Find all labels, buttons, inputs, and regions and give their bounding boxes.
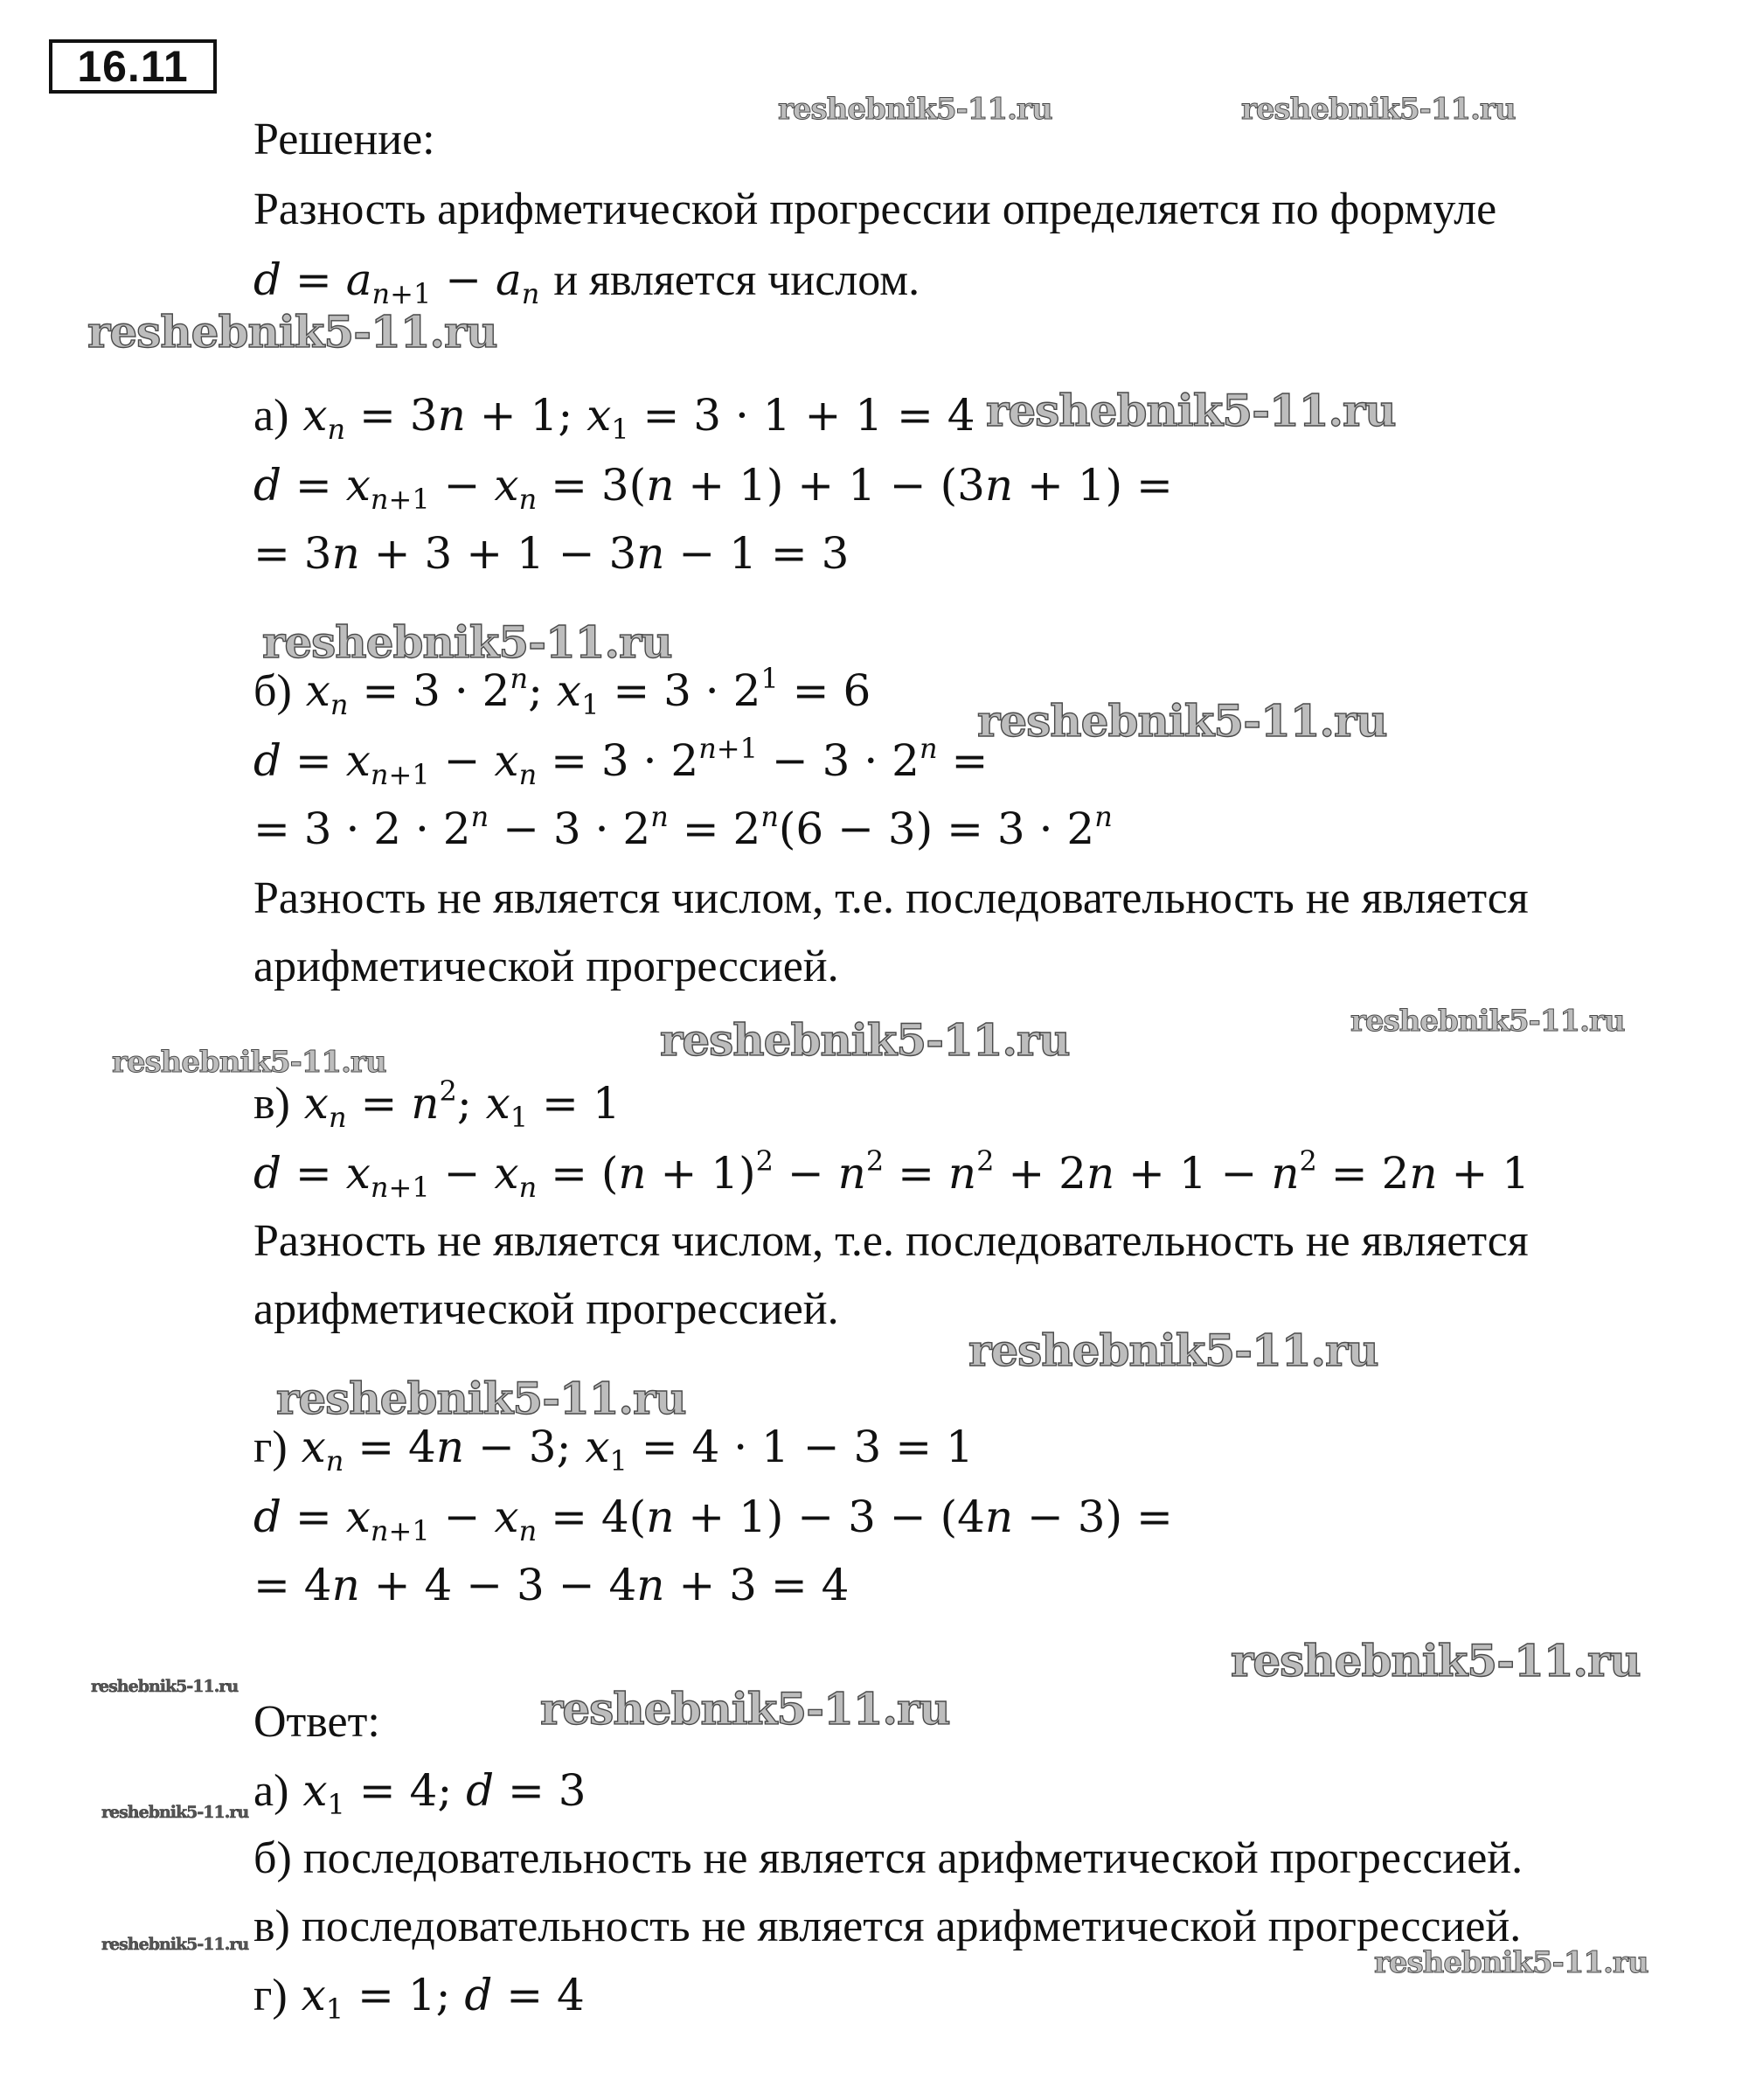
- part-label: в): [253, 1079, 290, 1129]
- watermark: reshebnik5-11.ru: [112, 1045, 386, 1080]
- answer-label: а): [253, 1766, 289, 1816]
- part-v-line2: $d = x_{n+1} - x_n = (n + 1)^2 - n^2 = n^2 + 2n + 1 - n^2 = 2n + 1$: [253, 1144, 1530, 1205]
- answer-b: б) последовательность не является арифметической прогрессией.: [253, 1833, 1523, 1883]
- watermark: reshebnik5-11.ru: [101, 1803, 249, 1822]
- formula-line: $d = a_{n+1} - a_n$ и является числом.: [253, 254, 920, 311]
- part-label: а): [253, 391, 289, 441]
- solution-heading: Решение:: [253, 115, 435, 164]
- watermark: reshebnik5-11.ru: [540, 1683, 950, 1735]
- answer-a: а) $x_1 = 4$; d = 3: [253, 1765, 586, 1822]
- answer-label: г): [253, 1971, 288, 2020]
- intro-text-2: и является числом.: [553, 255, 920, 305]
- watermark: reshebnik5-11.ru: [986, 385, 1396, 436]
- part-a-line3: = 3n + 3 + 1 − 3n − 1 = 3: [253, 528, 850, 579]
- part-v-line1: в) $x_n = n^2$; $x_1 = 1$: [253, 1074, 621, 1135]
- part-b-line2: $d = x_{n+1} - x_n = 3 \cdot 2^{n+1} - 3 \cdot 2^n$ =: [253, 732, 989, 792]
- problem-number: 16.11: [49, 39, 217, 94]
- watermark: reshebnik5-11.ru: [87, 306, 497, 358]
- part-g-line1: г) $x_n = 4n - 3$; $x_1 = 4 \cdot 1 - 3 = 1$: [253, 1422, 974, 1478]
- answer-heading: Ответ:: [253, 1697, 380, 1747]
- watermark: reshebnik5-11.ru: [977, 695, 1387, 747]
- watermark: reshebnik5-11.ru: [262, 616, 672, 668]
- watermark: reshebnik5-11.ru: [660, 1014, 1070, 1066]
- part-label: б): [253, 666, 292, 716]
- part-v-conclusion-1: Разность не является числом, т.е. последовательность не является: [253, 1216, 1529, 1266]
- part-b-conclusion-1: Разность не является числом, т.е. последовательность не является: [253, 873, 1529, 923]
- part-b-line3: = $3 \cdot 2 \cdot 2^n - 3 \cdot 2^n = 2^n(6 - 3) = 3 \cdot 2^n$: [253, 800, 1113, 854]
- part-b-line1: б) $x_n = 3 \cdot 2^n$; $x_1 = 3 \cdot 2^1 = 6$: [253, 662, 871, 722]
- part-g-line2: $d = x_{n+1} - x_n = 4(n + 1) - 3 - (4n - 3)$ =: [253, 1492, 1173, 1548]
- answer-v: в) последовательность не является арифметической прогрессией.: [253, 1902, 1522, 1951]
- watermark: reshebnik5-11.ru: [1241, 92, 1516, 127]
- intro-text: Разность арифметической прогрессии определяется по формуле: [253, 184, 1497, 234]
- watermark: reshebnik5-11.ru: [276, 1373, 686, 1424]
- part-label: г): [253, 1422, 288, 1472]
- answer-g: г) $x_1 = 1$; d = 4: [253, 1970, 585, 2027]
- watermark: reshebnik5-11.ru: [1350, 1004, 1625, 1039]
- watermark: reshebnik5-11.ru: [1231, 1635, 1641, 1686]
- watermark: reshebnik5-11.ru: [968, 1325, 1378, 1376]
- watermark: reshebnik5-11.ru: [101, 1935, 249, 1954]
- part-a-line1: а) $x_n = 3n + 1$; $x_1 = 3 \cdot 1 + 1 = 4$: [253, 390, 975, 447]
- part-a-line2: $d = x_{n+1} - x_n = 3(n + 1) + 1 - (3n + 1)$ =: [253, 460, 1173, 517]
- part-g-line3: = 4n + 4 − 3 − 4n + 3 = 4: [253, 1560, 850, 1610]
- part-b-conclusion-2: арифметической прогрессией.: [253, 942, 839, 991]
- watermark: reshebnik5-11.ru: [1374, 1945, 1648, 1980]
- part-v-conclusion-2: арифметической прогрессией.: [253, 1284, 839, 1334]
- watermark: reshebnik5-11.ru: [91, 1677, 239, 1696]
- watermark: reshebnik5-11.ru: [778, 92, 1052, 127]
